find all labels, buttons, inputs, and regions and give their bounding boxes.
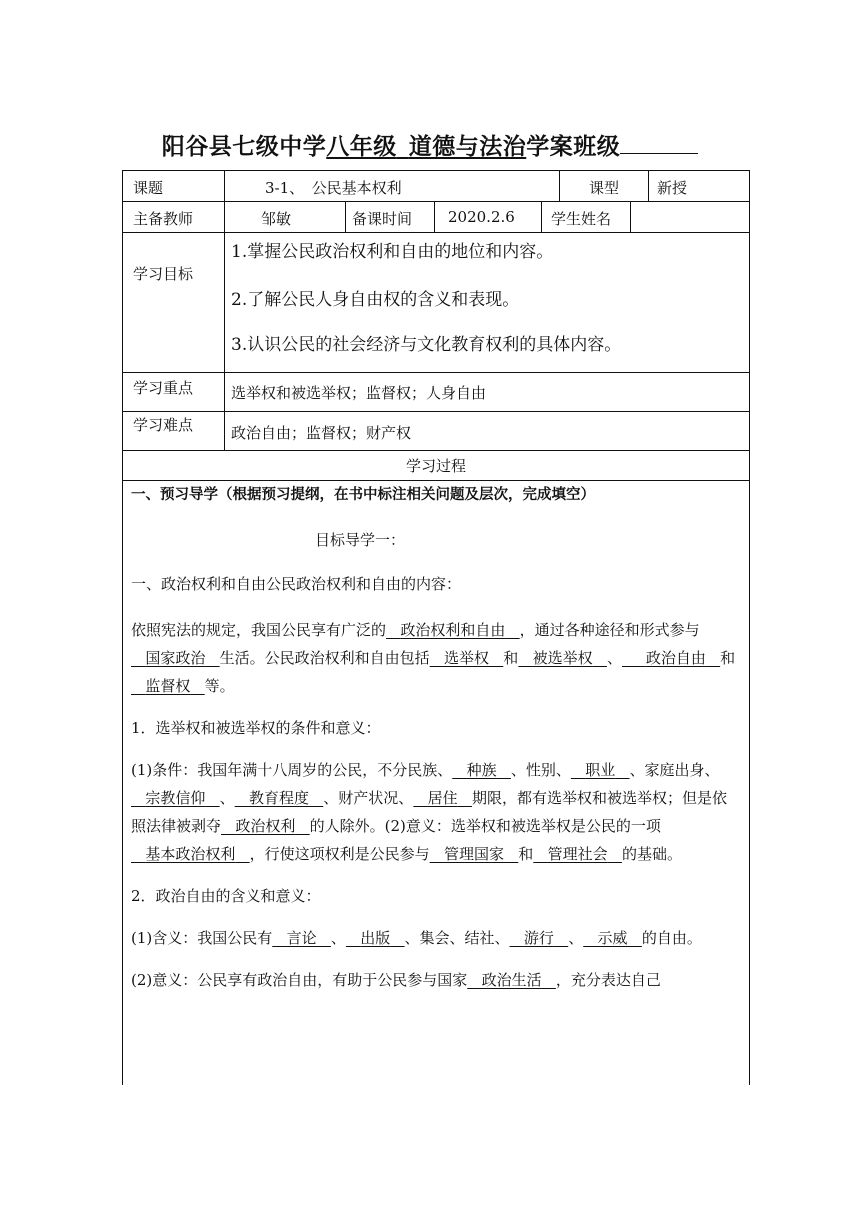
blank-demonstration: 示威 (597, 929, 628, 947)
goal-guide-heading: 目标导学一： (315, 531, 406, 549)
blank-manage-state: 管理国家 (443, 845, 504, 863)
difficulties-text: 政治自由；监督权；财产权 (231, 424, 412, 442)
blank-residence: 居住 (427, 789, 458, 807)
subject: 道德与法治 (408, 134, 527, 160)
blank-speech: 言论 (286, 929, 317, 947)
page-title (0, 128, 860, 161)
doc-type: 学案班级 (526, 134, 621, 160)
student-name-label: 学生姓名 (551, 210, 612, 228)
goal-item-2: 2.了解公民人身自由权的含义和表现。 (231, 290, 520, 310)
process-heading: 学习过程 (405, 457, 466, 475)
goal-item-3: 3.认识公民的社会经济与文化教育权利的具体内容。 (231, 335, 622, 355)
political-freedom-heading: 2．政治自由的含义和意义： (131, 887, 321, 905)
blank-press: 出版 (360, 929, 391, 947)
school-name: 阳谷县七级中学 (161, 134, 327, 160)
difficulties-label: 学习难点 (133, 416, 194, 434)
blank-religion: 宗教信仰 (145, 789, 206, 807)
grade: 八年级 (326, 134, 397, 160)
key-points-label: 学习重点 (133, 379, 194, 397)
teacher-value: 邹敏 (261, 210, 292, 228)
key-points-text: 选举权和被选举权；监督权；人身自由 (231, 384, 487, 402)
blank-eligibility-right: 被选举权 (532, 649, 593, 667)
blank-political-life: 政治生活 (481, 971, 542, 989)
prep-date-label: 备课时间 (352, 210, 413, 228)
paragraph-freedom-meaning: (1)含义：我国公民有 言论 、 出版 、集会、结社、 游行 、 示威 的自由。 (131, 929, 702, 947)
blank-occupation: 职业 (585, 761, 616, 779)
goals-label: 学习目标 (133, 265, 194, 283)
blank-procession: 游行 (523, 929, 554, 947)
blank-election-right: 选举权 (443, 649, 489, 667)
blank-state-politics: 国家政治 (145, 649, 206, 667)
lesson-type-value: 新授 (657, 179, 688, 197)
topic-label: 课题 (133, 179, 164, 197)
paragraph-election-conditions: (1)条件：我国年满十八周岁的公民，不分民族、 种族 、性别、 职业 、家庭出身、 宗教信仰 、 教育程度 、财产状况、 居住 期限，都有选举权和被选举权；但是依照法律被剥夺 政治权利 的人除外。(2)意义：选举权和被选举权是公民的一项 基本政治权利 ，行使这项权利是公民参与 管理国家 和 管理社会 的基础。 (131, 761, 727, 863)
blank-political-rights-freedom: 政治权利和自由 (400, 621, 506, 639)
prep-date-value: 2020.2.6 (448, 208, 515, 226)
topic-value: 3-1、 公民基本权利 (265, 179, 402, 197)
blank-supervision-right: 监督权 (145, 677, 191, 695)
election-heading: 1．选举权和被选举权的条件和意义： (131, 719, 381, 737)
lesson-table (122, 170, 750, 1085)
lesson-type-label: 课型 (589, 179, 620, 197)
goal-item-1: 1.掌握公民政治权利和自由的地位和内容。 (231, 242, 554, 262)
political-rights-heading: 一、政治权利和自由公民政治权利和自由的内容： (131, 575, 462, 593)
blank-basic-political-right: 基本政治权利 (145, 845, 236, 863)
teacher-label: 主备教师 (133, 210, 194, 228)
paragraph-freedom-significance: (2)意义：公民享有政治自由，有助于公民参与国家 政治生活 ，充分表达自己 (131, 971, 661, 989)
section-heading: 一、预习导学（根据预习提纲，在书中标注相关问题及层次，完成填空） (131, 487, 595, 503)
blank-education: 教育程度 (248, 789, 309, 807)
blank-political-rights: 政治权利 (235, 817, 296, 835)
class-blank[interactable] (620, 133, 698, 154)
content-body (131, 484, 741, 994)
paragraph-political-rights: 依照宪法的规定，我国公民享有广泛的 政治权利和自由 ，通过各种途径和形式参与 国家政治 生活。公民政治权利和自由包括 选举权 和 被选举权 、 政治自由 和 监督权 等。 (131, 621, 736, 695)
blank-political-freedom: 政治自由 (645, 649, 706, 667)
blank-race: 种族 (466, 761, 497, 779)
blank-manage-society: 管理社会 (547, 845, 608, 863)
